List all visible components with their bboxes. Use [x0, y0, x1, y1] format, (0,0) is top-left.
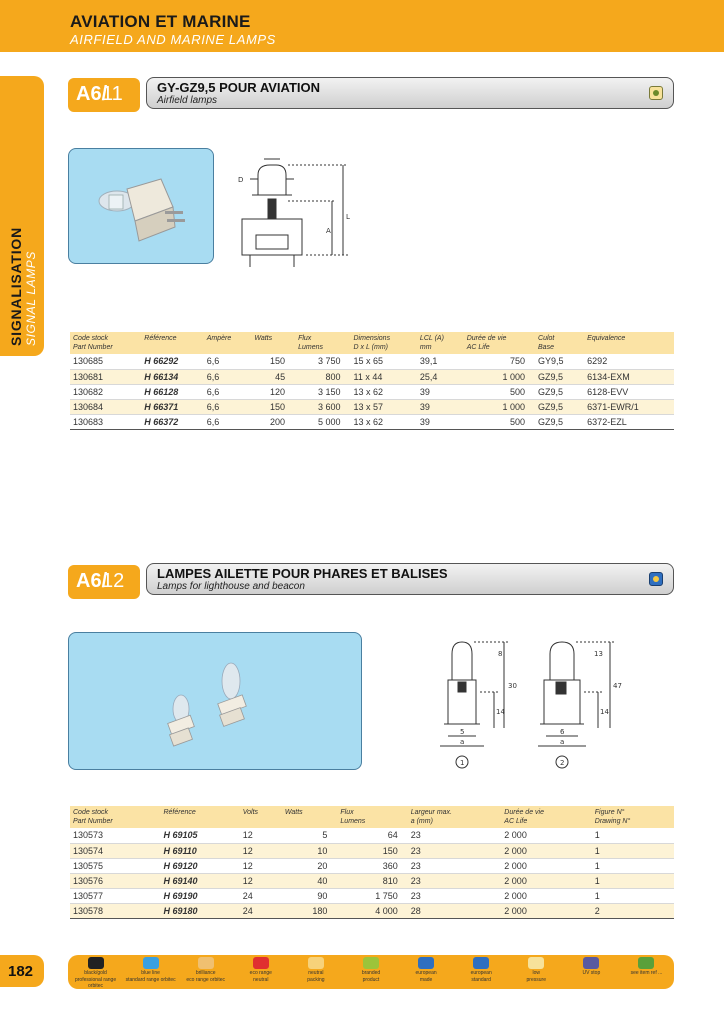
table-cell: GZ9,5 — [535, 399, 584, 414]
section2-code-num: 12 — [102, 570, 125, 592]
column-header-line2: Lumens — [298, 344, 323, 351]
column-header-line1: Equivalence — [587, 335, 626, 342]
legend-item — [509, 957, 564, 987]
table-cell: 5 — [282, 828, 338, 843]
table-cell: 12 — [240, 843, 282, 858]
table-cell: 2 — [592, 903, 674, 918]
fig1-number: 1 — [460, 759, 465, 767]
table-cell: H 66292 — [141, 354, 203, 369]
legend-label: blue line — [141, 970, 160, 976]
column-header-line2: AC Life — [504, 818, 528, 825]
legend-label: branded — [361, 970, 381, 976]
column-header-line1: Largeur max. — [410, 809, 452, 816]
legend-icon — [143, 957, 159, 969]
table-cell: 40 — [282, 873, 338, 888]
column-header-line1: Référence — [144, 335, 177, 342]
table-cell: GZ9,5 — [535, 384, 584, 399]
column-header — [592, 806, 674, 828]
table-cell: 6372-EZL — [584, 414, 674, 429]
table-row — [70, 903, 674, 918]
table-row — [70, 888, 674, 903]
table-cell: 10 — [282, 843, 338, 858]
table-cell: 130578 — [70, 903, 160, 918]
legend-icon — [253, 957, 269, 969]
table-cell: 150 — [337, 843, 407, 858]
legend-icon — [583, 957, 599, 969]
column-header-line1: Dimensions — [353, 335, 391, 342]
table-cell: 6,6 — [204, 414, 252, 429]
fig2-number: 2 — [560, 759, 565, 767]
column-header-line1: Durée de vie — [466, 335, 507, 342]
legend-sublabel: packing — [307, 977, 325, 983]
table-cell: 2 000 — [501, 888, 591, 903]
legend-icon — [638, 957, 654, 969]
bulb-icon — [649, 86, 663, 100]
table-cell: 2 000 — [501, 858, 591, 873]
table-cell: 12 — [240, 858, 282, 873]
column-header-line2: Part Number — [73, 344, 113, 351]
lighthouse-icon — [649, 572, 663, 586]
table-cell: 3 600 — [295, 399, 350, 414]
table-cell: 6,6 — [204, 384, 252, 399]
column-header-line1: Culot — [538, 335, 555, 342]
legend-label: black/gold — [84, 970, 107, 976]
section2-title: LAMPES AILETTE POUR PHARES ET BALISES — [157, 566, 448, 581]
column-header-line1: Figure N° — [594, 809, 625, 816]
table-cell: 800 — [295, 369, 350, 384]
legend-sublabel: made — [419, 977, 433, 983]
legend-label: UV stop — [582, 970, 601, 976]
table-cell: 1 — [592, 888, 674, 903]
column-header-line1: Ampère — [206, 335, 232, 342]
column-header-line1: Flux — [340, 809, 354, 816]
column-header — [282, 806, 338, 828]
table-cell: 120 — [251, 384, 295, 399]
legend-bar — [68, 955, 674, 989]
table-cell: 3 150 — [295, 384, 350, 399]
table-cell: 1 — [592, 828, 674, 843]
legend-sublabel: pressure — [526, 977, 546, 983]
table-cell: 130684 — [70, 399, 141, 414]
table-cell: H 66371 — [141, 399, 203, 414]
table-cell: H 66128 — [141, 384, 203, 399]
fig1-dim-top: 8 — [498, 650, 503, 658]
legend-item — [233, 957, 288, 987]
legend-item — [343, 957, 398, 987]
column-header-line1: Durée de vie — [504, 809, 544, 816]
section2-badge — [68, 565, 140, 599]
table-row — [70, 384, 674, 399]
column-header — [501, 806, 591, 828]
fig2-dim-base: a — [560, 738, 565, 746]
table-cell: 12 — [240, 828, 282, 843]
table-cell: 23 — [408, 888, 502, 903]
table-cell: 130681 — [70, 369, 141, 384]
table-cell: 23 — [408, 858, 502, 873]
table-cell: 20 — [282, 858, 338, 873]
column-header — [240, 806, 282, 828]
legend-label: brilliance — [195, 970, 216, 976]
section1-technical-drawing — [228, 155, 358, 280]
table-cell: 130577 — [70, 888, 160, 903]
column-header-line1: Watts — [284, 809, 303, 816]
table-cell: GY9,5 — [535, 354, 584, 369]
column-header-line2: D x L (mm) — [353, 344, 388, 351]
table-cell: H 69105 — [160, 828, 239, 843]
column-header — [535, 332, 584, 354]
column-header — [295, 332, 350, 354]
table-cell: 130574 — [70, 843, 160, 858]
section2-header — [146, 563, 674, 595]
side-tab-title: SIGNALISATION — [8, 226, 24, 346]
legend-sublabel: product — [362, 977, 380, 983]
table-cell: 64 — [337, 828, 407, 843]
table-cell: 24 — [240, 903, 282, 918]
column-header — [70, 332, 141, 354]
fig2-dim-lower: 14 — [600, 708, 609, 716]
table-row — [70, 873, 674, 888]
table-cell: 2 000 — [501, 873, 591, 888]
table-cell: 24 — [240, 888, 282, 903]
table-cell: H 66372 — [141, 414, 203, 429]
table-cell: 1 750 — [337, 888, 407, 903]
table-cell: 6,6 — [204, 369, 252, 384]
dim-label-l: L — [346, 213, 350, 221]
section2-subtitle: Lamps for lighthouse and beacon — [157, 581, 305, 592]
table-cell: 39,1 — [417, 354, 464, 369]
table-cell: 130573 — [70, 828, 160, 843]
legend-icon — [473, 957, 489, 969]
section2-technical-drawing — [430, 632, 630, 777]
table-cell: 23 — [408, 828, 502, 843]
legend-icon — [88, 957, 104, 969]
fig1-dim-lower: 14 — [496, 708, 505, 716]
dim-label-d: D — [238, 176, 244, 184]
column-header — [160, 806, 239, 828]
table-cell: GZ9,5 — [535, 369, 584, 384]
column-header — [70, 806, 160, 828]
column-header-line1: Watts — [254, 335, 273, 342]
legend-label: low — [532, 970, 541, 976]
section2-code: A6/ — [76, 570, 108, 592]
side-tab — [0, 76, 44, 356]
table-cell: 23 — [408, 843, 502, 858]
table-row — [70, 354, 674, 369]
table-cell: 39 — [417, 414, 464, 429]
legend-icon — [528, 957, 544, 969]
page-title: AVIATION ET MARINE — [70, 12, 251, 31]
column-header-line1: Volts — [242, 809, 259, 816]
legend-icon — [308, 957, 324, 969]
legend-item — [178, 957, 233, 987]
table-cell: 28 — [408, 903, 502, 918]
table-row — [70, 399, 674, 414]
legend-label: eco range — [249, 970, 272, 976]
table-cell: H 66134 — [141, 369, 203, 384]
column-header — [417, 332, 464, 354]
table-cell: 13 x 57 — [351, 399, 417, 414]
legend-item — [68, 957, 123, 987]
column-header-line2: Part Number — [73, 818, 113, 825]
table-cell: 1 — [592, 873, 674, 888]
legend-icon — [363, 957, 379, 969]
legend-item — [123, 957, 178, 987]
table-cell: 200 — [251, 414, 295, 429]
page-subtitle: AIRFIELD AND MARINE LAMPS — [70, 32, 276, 47]
legend-item — [288, 957, 343, 987]
table-cell: 6,6 — [204, 399, 252, 414]
table-cell: H 69110 — [160, 843, 239, 858]
column-header-line1: Code stock — [73, 335, 109, 342]
table-cell: 12 — [240, 873, 282, 888]
page-number-tab — [0, 955, 44, 987]
table-cell: 2 000 — [501, 828, 591, 843]
table-cell: 6134-EXM — [584, 369, 674, 384]
fig1-dim-width: 5 — [460, 728, 465, 736]
column-header — [337, 806, 407, 828]
column-header-line2: Drawing N° — [594, 818, 631, 825]
column-header-line1: LCL (A) — [419, 335, 444, 342]
legend-sublabel: neutral — [253, 977, 269, 983]
table-cell: 130575 — [70, 858, 160, 873]
table-cell: 15 x 65 — [351, 354, 417, 369]
column-header-line1: Flux — [298, 335, 312, 342]
section1-code-num: 11 — [102, 83, 123, 105]
column-header-line2: a (mm) — [410, 818, 433, 825]
column-header-line2: mm — [419, 344, 432, 351]
legend-label: european — [470, 970, 492, 976]
table-cell: 1 — [592, 858, 674, 873]
table-cell: 180 — [282, 903, 338, 918]
column-header-line1: Référence — [163, 809, 196, 816]
legend-label: see item ref ... — [630, 970, 663, 976]
table-cell: 360 — [337, 858, 407, 873]
table-cell: 13 x 62 — [351, 414, 417, 429]
table-cell: 6,6 — [204, 354, 252, 369]
table-cell: 25,4 — [417, 369, 464, 384]
table-cell: 11 x 44 — [351, 369, 417, 384]
dim-label-a: A — [326, 227, 331, 235]
column-header-line2: AC Life — [466, 344, 490, 351]
table-cell: GZ9,5 — [535, 414, 584, 429]
fig1-dim-base: a — [460, 738, 465, 746]
fig2-dim-width: 6 — [560, 728, 565, 736]
legend-item — [399, 957, 454, 987]
side-tab-subtitle: SIGNAL LAMPS — [24, 250, 38, 346]
table-cell: 2 000 — [501, 903, 591, 918]
section1-subtitle: Airfield lamps — [157, 95, 218, 106]
table-cell: H 69120 — [160, 858, 239, 873]
section1-header — [146, 77, 674, 109]
table-cell: 5 000 — [295, 414, 350, 429]
table-cell: 810 — [337, 873, 407, 888]
legend-icon — [418, 957, 434, 969]
column-header — [251, 332, 295, 354]
column-header-line2: Base — [538, 344, 554, 351]
table-cell: 130576 — [70, 873, 160, 888]
table-cell: 150 — [251, 399, 295, 414]
table-cell: 130682 — [70, 384, 141, 399]
table-cell: 1 — [592, 843, 674, 858]
table-cell: 1 000 — [464, 399, 535, 414]
legend-item — [454, 957, 509, 987]
table-cell: 39 — [417, 399, 464, 414]
section2-spec-table — [70, 806, 674, 919]
table-cell: 3 750 — [295, 354, 350, 369]
table-cell: 500 — [464, 414, 535, 429]
table-cell: 6371-EWR/1 — [584, 399, 674, 414]
wedge-lamp-photo-icon — [69, 633, 362, 770]
table-cell: 4 000 — [337, 903, 407, 918]
column-header — [408, 806, 502, 828]
section1-code: A6/ — [76, 83, 108, 105]
legend-item — [619, 957, 674, 987]
column-header — [584, 332, 674, 354]
section1-product-photo — [68, 148, 214, 264]
table-row — [70, 828, 674, 843]
fig2-dim-top: 13 — [594, 650, 603, 658]
table-row — [70, 369, 674, 384]
top-banner — [0, 0, 724, 52]
section1-title: GY-GZ9,5 POUR AVIATION — [157, 80, 321, 95]
table-cell: 45 — [251, 369, 295, 384]
legend-sublabel: standard range orbitec — [125, 977, 176, 983]
table-cell: H 69190 — [160, 888, 239, 903]
page-number: 182 — [8, 963, 34, 980]
table-cell: 13 x 62 — [351, 384, 417, 399]
table-cell: 6292 — [584, 354, 674, 369]
table-cell: H 69180 — [160, 903, 239, 918]
column-header — [204, 332, 252, 354]
lamp-photo-icon — [69, 149, 214, 264]
table-cell: 6128-EVV — [584, 384, 674, 399]
section1-badge — [68, 78, 140, 112]
table-cell: 150 — [251, 354, 295, 369]
table-cell: 130683 — [70, 414, 141, 429]
column-header — [464, 332, 535, 354]
table-cell: 750 — [464, 354, 535, 369]
column-header-line1: Code stock — [73, 809, 109, 816]
legend-label: neutral — [308, 970, 324, 976]
legend-sublabel: eco range orbitec — [186, 977, 226, 983]
legend-item — [564, 957, 619, 987]
table-cell: H 69140 — [160, 873, 239, 888]
fig2-dim-height: 47 — [613, 682, 622, 690]
table-cell: 2 000 — [501, 843, 591, 858]
table-cell: 39 — [417, 384, 464, 399]
legend-label: european — [415, 970, 437, 976]
table-cell: 500 — [464, 384, 535, 399]
table-row — [70, 858, 674, 873]
side-tab-text — [8, 227, 38, 346]
fig1-dim-height: 30 — [508, 682, 517, 690]
table-cell: 1 000 — [464, 369, 535, 384]
column-header-line2: Lumens — [340, 818, 366, 825]
legend-sublabel: standard — [471, 977, 491, 983]
column-header — [351, 332, 417, 354]
table-row — [70, 414, 674, 429]
legend-icon — [198, 957, 214, 969]
table-cell: 130685 — [70, 354, 141, 369]
table-row — [70, 843, 674, 858]
section1-spec-table — [70, 332, 674, 430]
column-header — [141, 332, 203, 354]
table-cell: 90 — [282, 888, 338, 903]
section2-product-photo — [68, 632, 362, 770]
table-cell: 23 — [408, 873, 502, 888]
legend-sublabel: professional range orbitec — [74, 977, 117, 989]
